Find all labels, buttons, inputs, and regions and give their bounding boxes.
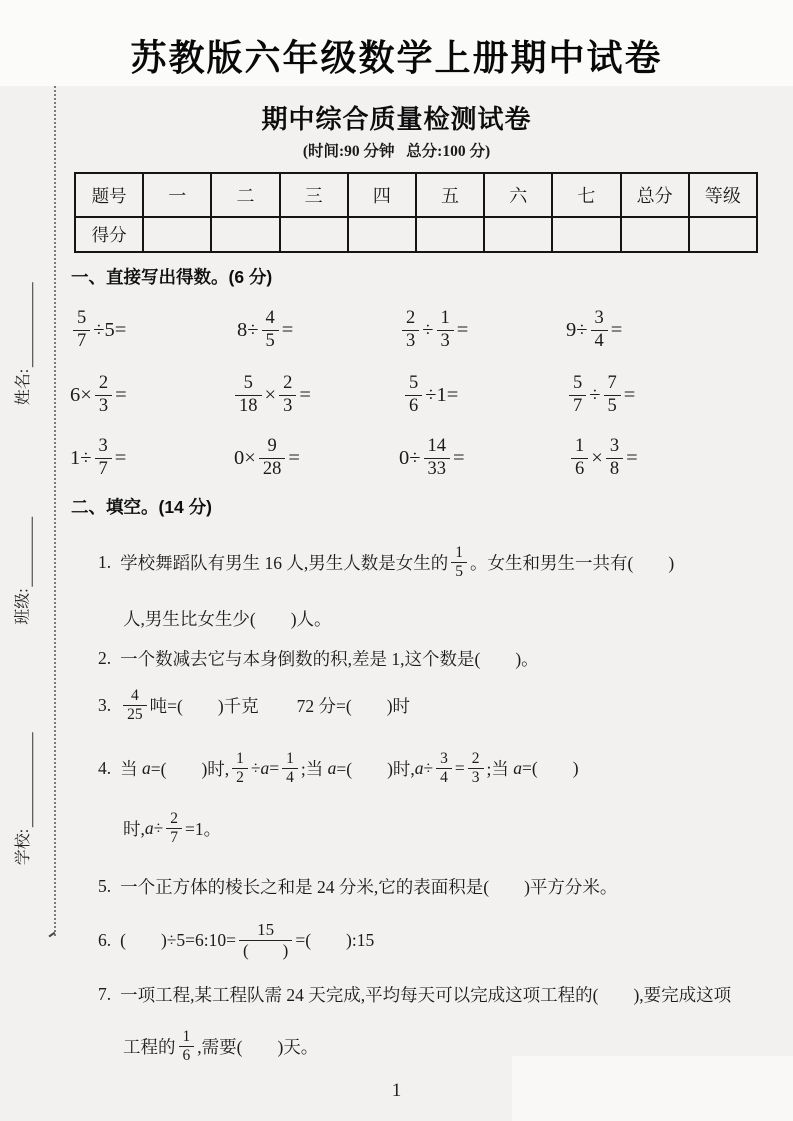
math-text: 一个正方体的棱长之和是 24 分米,它的表面积是( )平方分米。 (120, 876, 618, 897)
time-score-info: (时间:90 分钟 总分:100 分) (302, 143, 491, 160)
math-text: =( )时, (336, 758, 415, 779)
math-variable: a (327, 757, 337, 778)
paper-subtitle: 期中综合质量检测试卷 (261, 104, 532, 134)
question-line (123, 1018, 318, 1074)
math-text: ÷5= (93, 318, 127, 341)
fraction-numerator: 14 (427, 436, 447, 457)
question-line (123, 800, 221, 856)
page-title: 苏教版六年级数学上册期中试卷 (130, 37, 663, 78)
fraction-numerator: 1 (286, 749, 294, 767)
fraction-denominator: 3 (95, 395, 112, 417)
math-expression (123, 606, 332, 631)
math-text: 一项工程,某工程队需 24 天完成,平均每天可以完成这项工程的( ),要完成这项 (120, 984, 732, 1005)
score-cell (689, 217, 757, 252)
fraction-denominator: 5 (451, 562, 467, 581)
section1-heading: 一、直接写出得数。(6 分) (71, 267, 273, 287)
math-text: = (299, 383, 311, 406)
fraction-numerator: 5 (573, 373, 583, 394)
math-spacer (259, 705, 297, 706)
fraction (402, 308, 419, 352)
fraction (179, 1028, 195, 1065)
math-variable: a (414, 757, 424, 778)
score-row-label: 得分 (75, 217, 143, 252)
math-expression (399, 428, 465, 488)
fraction-denominator: ( ) (239, 940, 292, 961)
fraction-numerator: 7 (607, 373, 617, 394)
score-cell (211, 217, 279, 252)
fraction-numerator: 5 (409, 373, 419, 394)
math-text: = (623, 383, 636, 406)
fraction (262, 308, 279, 352)
math-text: = (456, 318, 469, 341)
fraction (95, 436, 112, 480)
math-expression (120, 982, 731, 1007)
fraction (604, 373, 621, 417)
fraction-denominator: 28 (259, 458, 286, 480)
fraction-denominator: 3 (402, 330, 419, 352)
fraction (571, 436, 588, 480)
fraction-numerator: 2 (471, 749, 480, 767)
fraction (468, 750, 484, 787)
fraction (405, 373, 422, 417)
fraction-numerator: 5 (77, 308, 87, 329)
question-number: 2. (98, 647, 112, 668)
score-cell (552, 217, 620, 252)
math-text: ÷ (589, 383, 601, 406)
fraction-numerator: 1 (455, 543, 463, 561)
fraction (282, 750, 298, 787)
math-text: 0× (234, 446, 256, 469)
math-text: =1。 (184, 818, 222, 839)
math-text: 人,男生比女生少( )人。 (123, 608, 332, 629)
score-table-header-cell: 六 (484, 173, 552, 217)
math-text: 时, (123, 818, 145, 839)
math-variable: a (260, 757, 270, 778)
math-expression (120, 874, 617, 899)
math-text: = (288, 446, 300, 469)
math-text: 0÷ (399, 446, 421, 469)
math-text: = (114, 446, 127, 469)
math-expression (120, 920, 374, 960)
fraction-numerator: 4 (131, 686, 139, 704)
school-label: 学校: (15, 828, 33, 866)
score-table-header-cell: 一 (143, 173, 211, 217)
math-text: = (610, 318, 623, 341)
math-expression (120, 646, 539, 671)
score-table-header-cell: 等级 (689, 173, 757, 217)
math-text: = (626, 446, 638, 469)
fraction-denominator: 7 (166, 828, 182, 847)
math-text: =( ):15 (295, 929, 375, 950)
math-text: ÷ (423, 757, 434, 778)
class-field (10, 516, 33, 624)
question-line (98, 912, 374, 968)
fraction-denominator: 5 (262, 330, 279, 352)
score-table-header-cell: 五 (416, 173, 484, 217)
math-text: ;当 (300, 758, 328, 779)
math-text: 72 分=( )时 (296, 695, 411, 716)
fraction-denominator: 4 (591, 330, 608, 352)
name-blank-line (28, 282, 33, 367)
question-line (98, 966, 731, 1022)
math-expression (237, 300, 293, 360)
fraction-numerator: 3 (609, 436, 620, 457)
math-expression (70, 365, 127, 425)
math-text: 工程的 (123, 1036, 176, 1057)
fraction-denominator: 7 (73, 330, 90, 352)
question-number: 4. (98, 757, 112, 778)
math-variable: a (144, 817, 154, 838)
fraction-numerator: 1 (575, 436, 585, 457)
score-cell (484, 217, 552, 252)
math-text: 。女生和男生一共有( ) (470, 552, 675, 573)
fraction-denominator: 3 (437, 330, 454, 352)
math-text: = (281, 318, 294, 341)
fraction (259, 436, 286, 480)
score-cell (621, 217, 689, 252)
score-table-header-cell: 总分 (621, 173, 689, 217)
fraction-numerator: 1 (182, 1027, 191, 1045)
math-expression (402, 365, 458, 425)
fraction-denominator: 6 (179, 1046, 195, 1065)
math-text: = (269, 757, 280, 778)
question-number: 3. (98, 694, 112, 715)
class-blank-line (28, 516, 33, 586)
math-expression (120, 750, 578, 787)
question-line (98, 740, 579, 796)
fraction (235, 373, 262, 417)
fraction-denominator: 18 (235, 395, 262, 417)
question-line (98, 677, 410, 733)
math-text: = (115, 383, 127, 406)
score-table-header-cell: 四 (348, 173, 416, 217)
math-text: ( )÷5=6:10= (120, 929, 236, 950)
fraction (73, 308, 90, 352)
math-expression (70, 300, 126, 360)
section2-heading: 二、填空。(14 分) (71, 497, 212, 517)
fraction-denominator: 3 (468, 768, 484, 787)
fraction-numerator: 3 (594, 308, 604, 329)
math-expression (123, 810, 221, 847)
question-number: 7. (98, 983, 112, 1004)
fraction (424, 436, 451, 480)
name-field (10, 282, 33, 405)
math-expression (123, 1028, 318, 1065)
math-text: 9÷ (566, 318, 588, 341)
score-cell (348, 217, 416, 252)
fraction-denominator: 2 (232, 768, 248, 787)
fraction (279, 373, 296, 417)
fraction-numerator: 3 (98, 436, 108, 457)
fraction (166, 810, 182, 847)
math-expression (568, 428, 638, 488)
fraction-denominator: 4 (282, 768, 298, 787)
fraction (239, 920, 292, 960)
question-number: 5. (98, 875, 112, 896)
question-line (98, 858, 617, 914)
fraction (436, 750, 452, 787)
math-expression (566, 365, 635, 425)
math-expression (232, 365, 311, 425)
fraction-numerator: 2 (98, 373, 109, 394)
question-number: 1. (98, 551, 112, 572)
fraction-numerator: 2 (283, 373, 293, 394)
math-text: 一个数减去它与本身倒数的积,差是 1,这个数是( )。 (120, 648, 539, 669)
fraction-denominator: 7 (95, 458, 112, 480)
fraction (591, 308, 608, 352)
math-text: ÷ (153, 817, 164, 838)
fraction-denominator: 25 (123, 705, 147, 724)
math-text: 吨=( )千克 (149, 695, 259, 716)
math-text: ÷1= (425, 383, 459, 406)
fraction-denominator: 8 (606, 458, 623, 480)
fraction-denominator: 33 (424, 458, 451, 480)
fraction-denominator: 7 (569, 395, 586, 417)
score-table-header-cell: 题号 (75, 173, 143, 217)
math-text: = (453, 446, 465, 469)
fraction-denominator: 6 (571, 458, 588, 480)
math-text: ÷ (422, 318, 434, 341)
class-label: 班级: (14, 588, 32, 625)
fraction-denominator: 4 (436, 768, 452, 787)
fraction (451, 544, 467, 581)
math-expression (70, 428, 126, 488)
fraction (95, 373, 112, 417)
fraction (606, 436, 623, 480)
math-expression (120, 687, 410, 724)
fraction-numerator: 4 (265, 308, 275, 329)
fraction-numerator: 2 (406, 308, 416, 329)
math-text: 1÷ (70, 446, 92, 469)
page-number: 1 (391, 1080, 402, 1101)
name-label: 姓名: (15, 368, 33, 406)
fraction-denominator: 6 (405, 395, 422, 417)
score-table-header-row (75, 173, 757, 217)
fraction-numerator: 5 (243, 373, 253, 394)
math-text: 8÷ (237, 318, 259, 341)
school-field (10, 732, 33, 865)
dotted-fold-line (54, 86, 56, 936)
math-text: ÷ (250, 757, 261, 778)
fraction (569, 373, 586, 417)
fraction-denominator: 5 (604, 395, 621, 417)
score-cell (143, 217, 211, 252)
math-expression (120, 544, 674, 581)
math-text: = (454, 757, 465, 778)
math-text: × (591, 446, 603, 469)
math-variable: a (142, 757, 151, 778)
fraction-numerator: 2 (170, 809, 178, 827)
math-text: 当 (120, 758, 142, 779)
math-expression (566, 300, 622, 360)
fraction-numerator: 1 (236, 749, 244, 767)
math-text: =( ) (522, 757, 579, 778)
math-text: 学校舞蹈队有男生 16 人,男生人数是女生的 (120, 552, 449, 573)
fraction-numerator: 15 (257, 919, 275, 939)
fraction (437, 308, 454, 352)
school-blank-line (28, 732, 33, 827)
math-text: =( )时, (150, 758, 230, 779)
math-text: ,需要( )天。 (197, 1036, 319, 1057)
math-text: ;当 (486, 758, 514, 779)
math-text: 6× (70, 383, 92, 406)
score-table-header-cell: 三 (280, 173, 348, 217)
math-expression (234, 428, 300, 488)
fraction-denominator: 3 (279, 395, 296, 417)
question-number: 6. (98, 929, 112, 950)
fraction-numerator: 3 (440, 749, 448, 767)
fraction (232, 750, 248, 787)
math-variable: a (513, 757, 523, 778)
question-line (98, 534, 674, 590)
score-table-score-row (75, 217, 757, 252)
score-cell (416, 217, 484, 252)
fraction-numerator: 9 (267, 436, 277, 457)
fraction-numerator: 1 (440, 308, 450, 329)
score-cell (280, 217, 348, 252)
math-text: × (264, 383, 277, 406)
score-table-header-cell: 七 (552, 173, 620, 217)
score-table-header-cell: 二 (211, 173, 279, 217)
score-table (74, 172, 758, 253)
math-expression (399, 300, 468, 360)
fraction (123, 687, 147, 724)
